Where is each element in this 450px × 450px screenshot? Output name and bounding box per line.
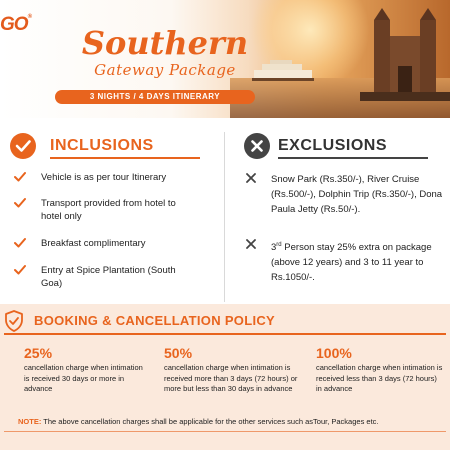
exclusion-item: 3rd Person stay 25% extra on package (above 12 years) and 3 to 11 year to Rs.1050/-. (246, 238, 446, 285)
exclusion-item: Snow Park (Rs.350/-), River Cruise (Rs.500/-), Dolphin Trip (Rs.350/-), Dona Paula Jetty (Rs.50/-). (246, 172, 446, 217)
policy-description: cancellation charge when intimation is received less than 3 days (72 hours) in advance (316, 363, 443, 393)
policy-note: NOTE: The above cancellation charges shall be applicable for the other services such asTour, Packages etc. (18, 417, 379, 426)
exclusions-underline (278, 157, 428, 159)
package-subtitle: Gateway Package (94, 61, 236, 79)
inclusions-underline (50, 157, 200, 159)
booking-policy-title: BOOKING & CANCELLATION POLICY (34, 313, 276, 328)
inclusion-item: Vehicle is as per tour Itinerary (14, 171, 214, 184)
inclusion-item: Transport provided from hotel to hotel only (14, 197, 194, 223)
check-icon (14, 264, 26, 276)
check-icon (14, 197, 26, 209)
note-underline (4, 431, 446, 432)
package-title: Southern (81, 24, 249, 62)
exclusions-title: EXCLUSIONS (278, 137, 388, 154)
cross-circle-icon (244, 133, 270, 159)
duration-badge: 3 NIGHTS / 4 DAYS ITINERARY (55, 90, 255, 104)
check-circle-icon (10, 133, 36, 159)
check-icon (14, 237, 26, 249)
cross-icon (246, 173, 256, 183)
cross-icon (246, 239, 256, 249)
policy-description: cancellation charge when intimation is received more than 3 days (72 hours) or more but less than 30 days in advance (164, 363, 298, 393)
shield-check-icon (4, 310, 24, 332)
header-banner (0, 0, 450, 118)
inclusion-item: Entry at Spice Plantation (South Goa) (14, 264, 184, 290)
policy-percent: 25% (24, 345, 53, 361)
policy-percent: 50% (164, 345, 193, 361)
policy-percent: 100% (316, 345, 352, 361)
brand-logo: GO® (0, 14, 31, 35)
column-divider (224, 132, 225, 302)
booking-underline (4, 333, 446, 335)
check-icon (14, 171, 26, 183)
inclusion-item: Breakfast complimentary (14, 237, 214, 250)
church-image (360, 6, 450, 101)
policy-description: cancellation charge when intimation is received 30 days or more in advance (24, 363, 143, 393)
inclusions-title: INCLUSIONS (50, 137, 154, 154)
